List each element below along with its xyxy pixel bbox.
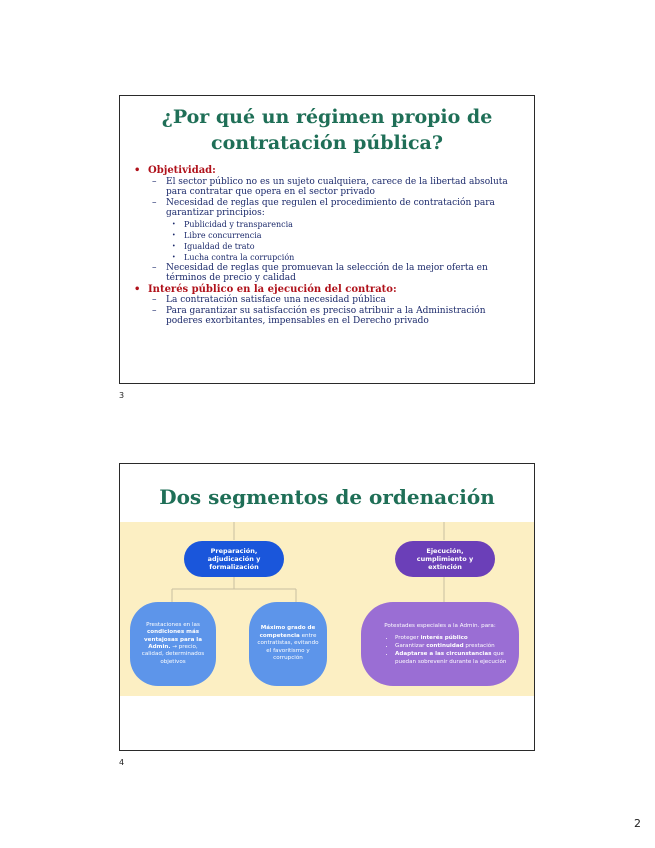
bullet-item: – Necesidad de reglas que promuevan la selección de la mejor oferta en términos de precio y calidad: [152, 262, 488, 283]
bullet-item: – El sector público no es un sujeto cualquiera, carece de la libertad absoluta para contratar que opera en el sector privado: [152, 176, 508, 197]
slide-4: [119, 463, 535, 751]
slide-title: Dos segmentos de ordenación: [159, 485, 495, 509]
sub-bullet-item: • Lucha contra la corrupción: [172, 252, 295, 262]
slide-number: 4: [119, 758, 125, 767]
hierarchy-diagram: [120, 522, 534, 696]
root-node-preparation: Preparación, adjudicación y formalización: [184, 541, 284, 577]
sub-bullet-item: • Libre concurrencia: [172, 230, 262, 240]
bullet-heading: • Interés público en la ejecución del contrato:: [134, 283, 397, 295]
child-node-advantageous-conditions: Prestaciones en las condiciones más ventajosas para la Admin. → precio, calidad, determinados objetivos: [130, 602, 216, 686]
bullet-item: – Para garantizar su satisfacción es preciso atribuir a la Administración poderes exorbitantes, impensables en el Derecho privado: [152, 305, 486, 326]
child-node-max-competition: Máximo grado de competencia entre contratistas, evitando el favoritismo y corrupción: [249, 602, 327, 686]
child-node-special-powers: Potestades especiales a la Admin. para: • Proteger interés público • Garantizar continuidad prestación • Adaptarse a las circunstancias que puedan sobrevenir durante la ejecución: [361, 602, 519, 686]
bullet-item: – La contratación satisface una necesidad pública: [152, 295, 386, 305]
slide-title: ¿Por qué un régimen propio de contratación pública?: [161, 106, 493, 154]
page-number: 2: [634, 817, 641, 830]
list-item: • Garantizar continuidad prestación: [395, 642, 509, 650]
sub-bullet-item: • Publicidad y transparencia: [172, 219, 293, 229]
root-node-execution: Ejecución, cumplimiento y extinción: [395, 541, 495, 577]
slide-number: 3: [119, 391, 125, 400]
bullet-heading: • Objetividad:: [134, 165, 216, 176]
list-item: • Adaptarse a las circunstancias que puedan sobrevenir durante la ejecución: [395, 650, 509, 666]
slide-3: [119, 95, 535, 384]
bullet-item: – Necesidad de reglas que regulen el procedimiento de contratación para garantizar principios:: [152, 197, 495, 218]
special-powers-list: [371, 634, 509, 666]
slide-body: [134, 165, 524, 327]
sub-bullet-item: • Igualdad de trato: [172, 241, 255, 251]
list-item: • Proteger interés público: [395, 634, 509, 642]
